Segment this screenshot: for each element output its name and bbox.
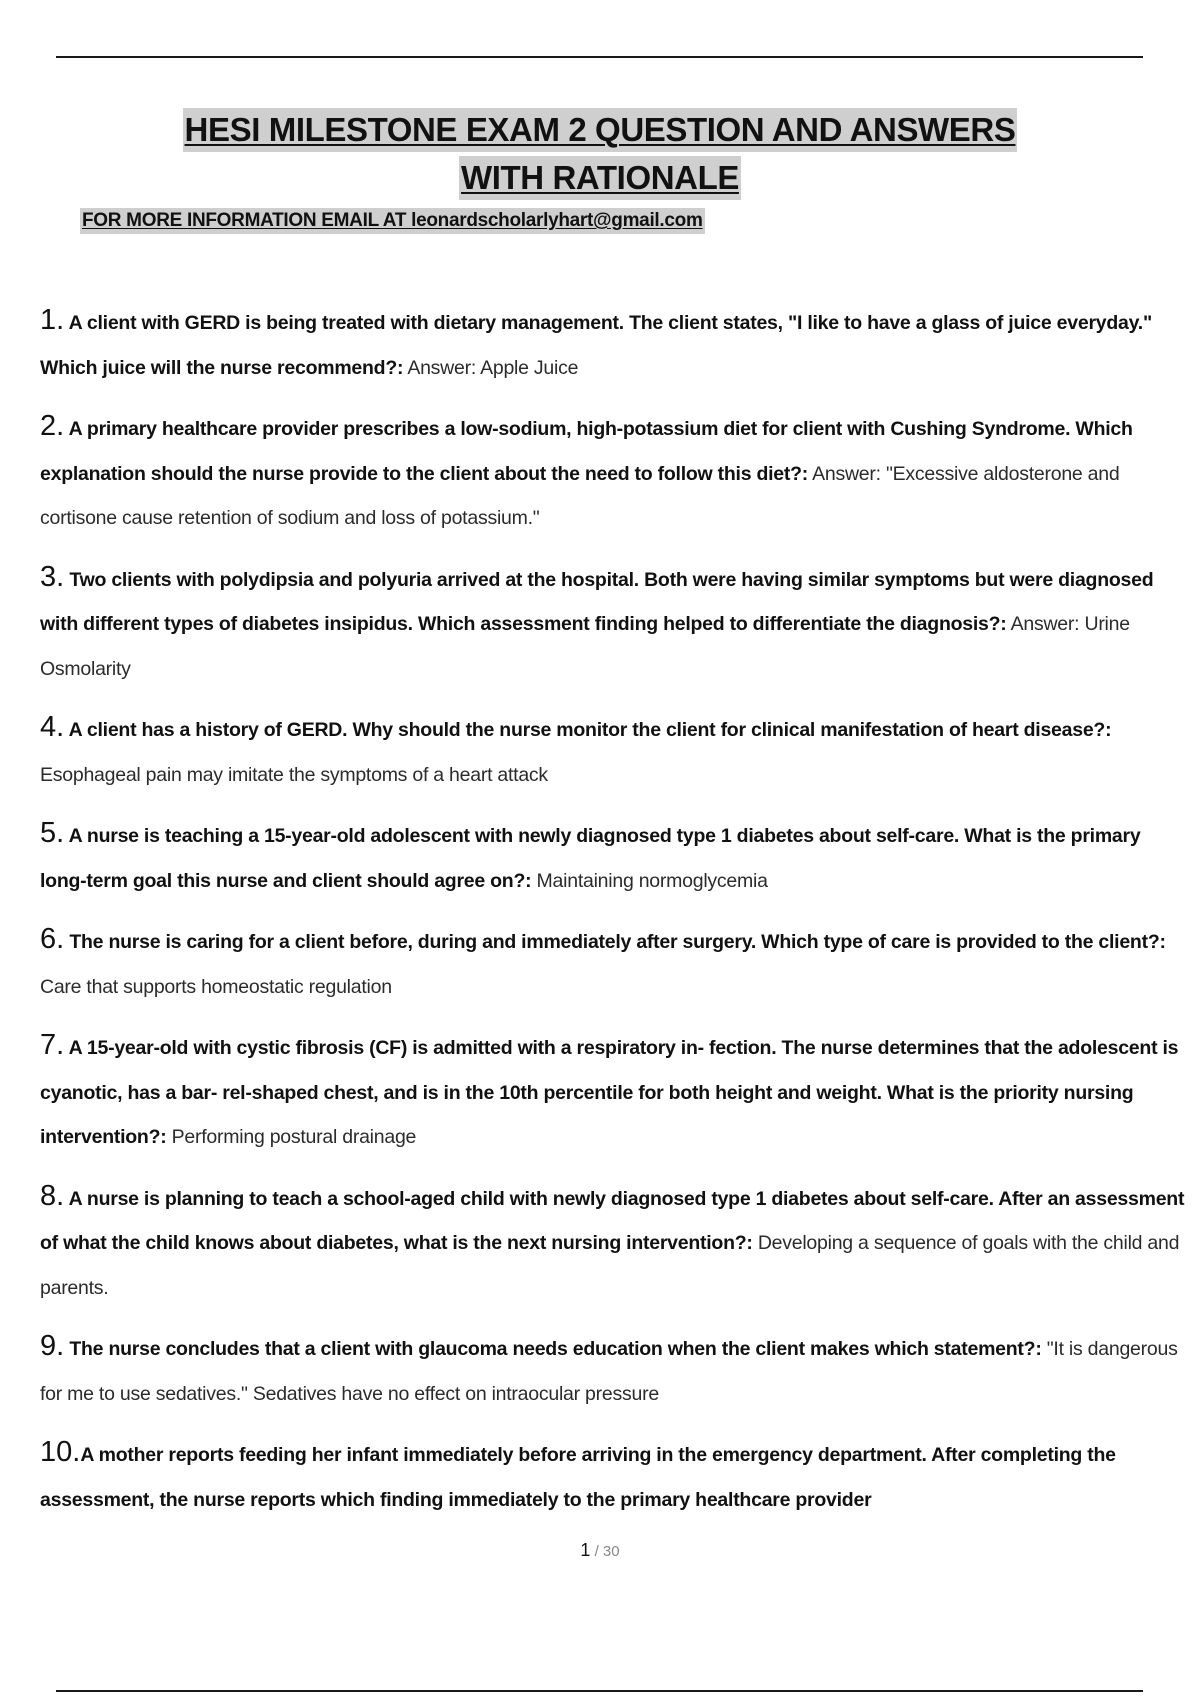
title-line-1: HESI MILESTONE EXAM 2 QUESTION AND ANSWERS (183, 108, 1018, 152)
question-item (40, 1023, 1185, 1160)
question-item (40, 404, 1185, 541)
question-answer: Developing a sequence of goals with the child and parents. (40, 1232, 1180, 1299)
question-number: 8. (40, 1179, 65, 1212)
question-item (40, 298, 1185, 390)
top-rule (56, 56, 1143, 58)
question-answer: Answer: Apple Juice (403, 356, 579, 379)
question-answer: Answer: "Excessive aldosterone and cortisone cause retention of sodium and loss of potassium." (40, 462, 1120, 529)
title-line-2: WITH RATIONALE (459, 156, 741, 200)
question-item (40, 811, 1185, 903)
question-answer: Performing postural drainage (166, 1126, 417, 1148)
question-item (40, 555, 1185, 692)
question-answer: Answer: Urine Osmolarity (40, 613, 1130, 680)
question-text: A client has a history of GERD. Why should the nurse monitor the client for clinical manifestation of heart disease?: (64, 719, 1112, 741)
question-item (40, 1430, 1185, 1522)
question-number: 9. (40, 1330, 65, 1362)
page-indicator (0, 1540, 1200, 1561)
question-item (40, 705, 1185, 797)
page-current: 1 (580, 1540, 591, 1560)
question-item (40, 1324, 1185, 1416)
question-answer: Maintaining normoglycemia (531, 869, 768, 892)
question-text: A primary healthcare provider prescribes a low-sodium, high-potassium diet for client with Cushing Syndrome. Which explanation should the nurse provide to the client about the need to follow this diet?: (40, 418, 1133, 485)
question-text: A mother reports feeding her infant immediately before arriving in the emergency department. After completing the assessment, the nurse reports which finding immediately to the primary healthcare provider (40, 1444, 1116, 1511)
question-text: A 15-year-old with cystic fibrosis (CF) is admitted with a respiratory in- fection. The nurse determines that the adolescent is cyanotic, has a bar- rel-shaped chest, and is in the 10th percentile for both height and weight. What is the priority nursing intervention?: (40, 1037, 1179, 1148)
question-answer: Care that supports homeostatic regulation (40, 975, 392, 998)
page-total: / 30 (590, 1543, 620, 1560)
question-text: Two clients with polydipsia and polyuria arrived at the hospital. Both were having similar symptoms but were diagnosed with different types of diabetes insipidus. Which assessment finding helped to differentiate the diagnosis?: (40, 568, 1154, 635)
question-text: A nurse is planning to teach a school-aged child with newly diagnosed type 1 diabetes about self-care. After an assessment of what the child knows about diabetes, what is the next nursing intervention?: (40, 1187, 1185, 1254)
question-number: 10. (40, 1436, 81, 1468)
question-answer: "It is dangerous for me to use sedatives." Sedatives have no effect on intraocular pressure (40, 1338, 1178, 1405)
question-number: 2. (40, 410, 65, 442)
question-number: 7. (40, 1029, 65, 1061)
question-item (40, 1174, 1185, 1311)
contact-email-line: FOR MORE INFORMATION EMAIL AT leonardscholarlyhart@gmail.com (80, 208, 705, 234)
question-answer: Esophageal pain may imitate the symptoms of a heart attack (40, 763, 548, 786)
question-item (40, 917, 1185, 1009)
bottom-rule (56, 1690, 1143, 1692)
question-text: A client with GERD is being treated with dietary management. The client states, "I like to have a glass of juice everyday." Which juice will the nurse recommend?: (40, 312, 1152, 379)
question-number: 3. (40, 560, 65, 593)
question-number: 4. (40, 711, 65, 743)
question-number: 1. (40, 304, 65, 336)
question-number: 5. (40, 817, 65, 849)
question-text: A nurse is teaching a 15-year-old adolescent with newly diagnosed type 1 diabetes about self-care. What is the primary long-term goal this nurse and client should agree on?: (40, 825, 1141, 892)
question-number: 6. (40, 923, 65, 955)
question-list (40, 298, 1185, 1536)
question-text: The nurse concludes that a client with glaucoma needs education when the client makes which statement?: (64, 1338, 1042, 1360)
document-title (0, 108, 1200, 204)
question-text: The nurse is caring for a client before, during and immediately after surgery. Which type of care is provided to the client?: (64, 931, 1166, 953)
